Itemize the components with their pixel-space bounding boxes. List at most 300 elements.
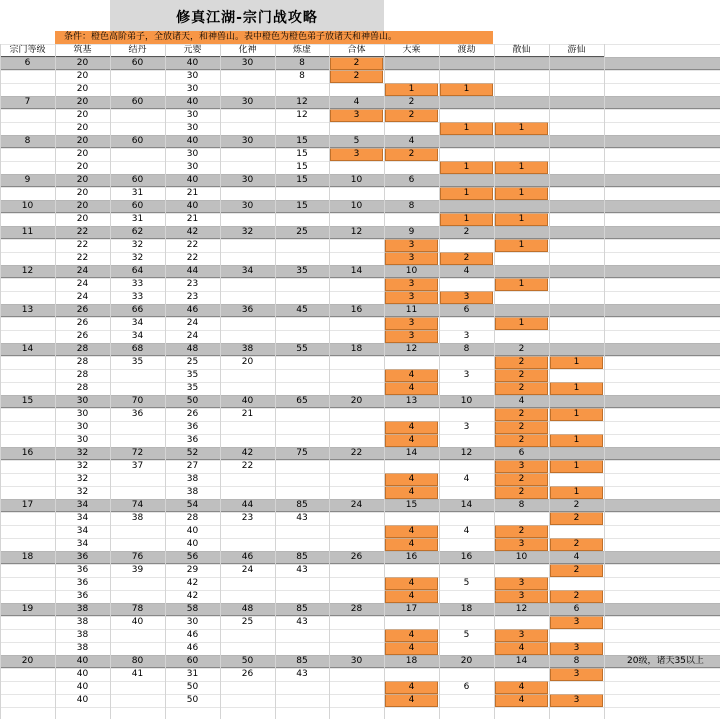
table-cell[interactable] — [494, 96, 549, 109]
table-cell[interactable]: 30 — [186, 110, 199, 120]
highlighted-cell[interactable]: 3 — [495, 577, 548, 590]
table-cell[interactable]: 50 — [241, 656, 254, 666]
table-cell[interactable] — [220, 239, 275, 252]
table-cell[interactable]: 32 — [76, 448, 89, 458]
table-cell[interactable] — [439, 278, 494, 291]
table-cell[interactable]: 20 — [76, 175, 89, 185]
table-cell[interactable] — [384, 564, 439, 577]
table-cell[interactable] — [439, 135, 494, 148]
table-cell[interactable]: 28 — [186, 513, 199, 523]
table-cell[interactable] — [329, 187, 384, 200]
table-cell[interactable] — [0, 356, 55, 369]
table-cell[interactable] — [549, 369, 604, 382]
table-cell[interactable]: 42 — [186, 578, 199, 588]
table-cell[interactable]: 5 — [463, 578, 470, 588]
table-cell[interactable]: 48 — [186, 344, 199, 354]
table-cell[interactable]: 8 — [463, 344, 470, 354]
table-cell[interactable]: 43 — [296, 513, 308, 523]
table-cell[interactable] — [494, 668, 549, 681]
table-cell[interactable]: 40 — [131, 617, 144, 627]
table-cell[interactable]: 40 — [186, 526, 199, 536]
table-cell[interactable]: 38 — [76, 617, 89, 627]
table-cell[interactable]: 11 — [21, 227, 34, 237]
table-cell[interactable] — [439, 317, 494, 330]
table-cell[interactable]: 12 — [350, 227, 363, 237]
highlighted-cell[interactable]: 4 — [385, 486, 438, 499]
table-cell[interactable]: 8 — [24, 136, 31, 146]
table-cell[interactable] — [329, 590, 384, 603]
table-cell[interactable]: 40 — [241, 396, 254, 406]
table-cell[interactable] — [439, 590, 494, 603]
table-cell[interactable] — [494, 512, 549, 525]
table-cell[interactable] — [549, 70, 604, 83]
table-cell[interactable]: 21 — [241, 409, 254, 419]
table-cell[interactable] — [549, 447, 604, 460]
table-cell[interactable]: 35 — [186, 383, 199, 393]
table-cell[interactable] — [439, 57, 494, 70]
table-cell[interactable] — [110, 473, 165, 486]
table-cell[interactable]: 17 — [21, 500, 34, 510]
table-cell[interactable]: 76 — [131, 552, 144, 562]
table-cell[interactable]: 36 — [76, 565, 89, 575]
table-cell[interactable] — [384, 213, 439, 226]
table-cell[interactable]: 11 — [405, 305, 418, 315]
table-cell[interactable]: 20 — [76, 162, 89, 172]
table-cell[interactable] — [220, 642, 275, 655]
table-cell[interactable] — [0, 278, 55, 291]
table-cell[interactable]: 22 — [241, 461, 254, 471]
table-cell[interactable] — [110, 629, 165, 642]
table-cell[interactable]: 85 — [296, 604, 308, 614]
highlighted-cell[interactable]: 2 — [440, 252, 493, 265]
table-cell[interactable]: 4 — [573, 552, 580, 562]
table-cell[interactable] — [220, 122, 275, 135]
table-cell[interactable]: 14 — [515, 656, 528, 666]
table-cell[interactable]: 20 — [76, 188, 89, 198]
table-cell[interactable]: 20 — [350, 396, 363, 406]
table-cell[interactable] — [549, 83, 604, 96]
table-cell[interactable] — [0, 408, 55, 421]
side-note[interactable]: 20级，诸天35以上 — [627, 656, 704, 666]
highlighted-cell[interactable]: 4 — [385, 642, 438, 655]
table-cell[interactable] — [0, 330, 55, 343]
highlighted-cell[interactable]: 1 — [550, 408, 603, 421]
table-cell[interactable]: 23 — [186, 279, 199, 289]
table-cell[interactable] — [110, 83, 165, 96]
table-cell[interactable] — [494, 330, 549, 343]
table-cell[interactable]: 58 — [186, 604, 199, 614]
table-cell[interactable]: 12 — [515, 604, 528, 614]
table-cell[interactable] — [0, 681, 55, 694]
table-cell[interactable]: 20 — [76, 136, 89, 146]
table-cell[interactable]: 12 — [460, 448, 473, 458]
highlighted-cell[interactable]: 3 — [495, 629, 548, 642]
highlighted-cell[interactable]: 3 — [550, 642, 603, 655]
table-cell[interactable] — [494, 265, 549, 278]
table-cell[interactable]: 54 — [186, 500, 199, 510]
highlighted-cell[interactable]: 3 — [440, 291, 493, 304]
table-cell[interactable]: 35 — [186, 370, 199, 380]
highlighted-cell[interactable]: 1 — [495, 187, 548, 200]
table-cell[interactable]: 22 — [186, 240, 199, 250]
table-cell[interactable]: 15 — [296, 175, 308, 185]
table-cell[interactable] — [329, 122, 384, 135]
table-cell[interactable]: 20 — [76, 71, 89, 81]
table-cell[interactable] — [110, 148, 165, 161]
table-cell[interactable]: 56 — [186, 552, 199, 562]
highlighted-cell[interactable]: 1 — [440, 187, 493, 200]
table-cell[interactable]: 30 — [241, 58, 254, 68]
table-cell[interactable] — [439, 109, 494, 122]
highlighted-cell[interactable]: 4 — [385, 525, 438, 538]
table-cell[interactable]: 19 — [21, 604, 34, 614]
table-cell[interactable]: 16 — [460, 552, 473, 562]
highlighted-cell[interactable]: 4 — [385, 538, 438, 551]
table-cell[interactable] — [275, 369, 329, 382]
table-cell[interactable] — [329, 460, 384, 473]
highlighted-cell[interactable]: 1 — [440, 122, 493, 135]
table-cell[interactable] — [439, 486, 494, 499]
table-cell[interactable] — [275, 408, 329, 421]
table-cell[interactable] — [220, 278, 275, 291]
table-cell[interactable] — [0, 291, 55, 304]
table-cell[interactable] — [275, 382, 329, 395]
table-cell[interactable] — [494, 57, 549, 70]
table-cell[interactable] — [220, 486, 275, 499]
highlighted-cell[interactable]: 2 — [495, 408, 548, 421]
table-cell[interactable]: 36 — [76, 552, 89, 562]
table-cell[interactable]: 40 — [186, 175, 199, 185]
table-cell[interactable] — [275, 642, 329, 655]
table-cell[interactable] — [549, 330, 604, 343]
table-cell[interactable] — [275, 213, 329, 226]
highlighted-cell[interactable]: 1 — [385, 83, 438, 96]
table-cell[interactable]: 43 — [296, 617, 308, 627]
table-cell[interactable] — [110, 694, 165, 707]
table-cell[interactable]: 46 — [186, 643, 199, 653]
table-cell[interactable] — [329, 681, 384, 694]
highlighted-cell[interactable]: 2 — [385, 109, 438, 122]
table-cell[interactable]: 60 — [186, 656, 199, 666]
table-cell[interactable]: 26 — [76, 331, 89, 341]
table-cell[interactable] — [329, 278, 384, 291]
table-cell[interactable] — [384, 408, 439, 421]
table-cell[interactable]: 34 — [131, 331, 144, 341]
table-cell[interactable]: 26 — [186, 409, 199, 419]
highlighted-cell[interactable]: 1 — [550, 460, 603, 473]
highlighted-cell[interactable]: 3 — [385, 330, 438, 343]
table-cell[interactable]: 78 — [131, 604, 144, 614]
table-cell[interactable] — [549, 278, 604, 291]
table-cell[interactable]: 30 — [76, 409, 89, 419]
table-cell[interactable] — [329, 577, 384, 590]
table-cell[interactable]: 8 — [299, 58, 305, 68]
table-cell[interactable]: 2 — [573, 500, 580, 510]
table-cell[interactable] — [110, 421, 165, 434]
table-cell[interactable]: 32 — [131, 240, 144, 250]
table-cell[interactable] — [220, 694, 275, 707]
table-cell[interactable] — [275, 317, 329, 330]
table-cell[interactable] — [494, 70, 549, 83]
table-cell[interactable] — [384, 616, 439, 629]
table-cell[interactable]: 30 — [186, 149, 199, 159]
table-cell[interactable]: 25 — [241, 617, 254, 627]
column-header[interactable]: 宗门等级 — [0, 44, 55, 57]
table-cell[interactable]: 8 — [299, 71, 305, 81]
column-header[interactable]: 元婴 — [165, 44, 220, 57]
table-cell[interactable] — [0, 213, 55, 226]
table-cell[interactable] — [494, 148, 549, 161]
table-cell[interactable]: 24 — [76, 292, 89, 302]
table-cell[interactable]: 38 — [131, 513, 144, 523]
highlighted-cell[interactable]: 2 — [495, 525, 548, 538]
table-cell[interactable]: 20 — [76, 97, 89, 107]
table-cell[interactable]: 30 — [76, 422, 89, 432]
table-cell[interactable]: 27 — [186, 461, 199, 471]
table-cell[interactable] — [494, 200, 549, 213]
table-cell[interactable] — [384, 187, 439, 200]
table-cell[interactable]: 37 — [131, 461, 144, 471]
table-cell[interactable] — [494, 83, 549, 96]
table-cell[interactable]: 30 — [76, 396, 89, 406]
table-cell[interactable] — [0, 512, 55, 525]
table-cell[interactable]: 5 — [353, 136, 360, 146]
table-cell[interactable]: 18 — [350, 344, 363, 354]
table-cell[interactable]: 60 — [131, 97, 144, 107]
table-cell[interactable] — [384, 57, 439, 70]
table-cell[interactable] — [329, 512, 384, 525]
table-cell[interactable] — [0, 486, 55, 499]
table-cell[interactable]: 42 — [186, 591, 199, 601]
table-cell[interactable]: 9 — [24, 175, 31, 185]
table-cell[interactable] — [494, 174, 549, 187]
highlighted-cell[interactable]: 1 — [440, 213, 493, 226]
table-cell[interactable] — [110, 434, 165, 447]
table-cell[interactable]: 4 — [408, 136, 415, 146]
table-cell[interactable] — [275, 330, 329, 343]
table-cell[interactable]: 30 — [241, 97, 254, 107]
table-cell[interactable]: 4 — [463, 474, 470, 484]
table-cell[interactable] — [329, 694, 384, 707]
table-cell[interactable]: 31 — [131, 188, 144, 198]
highlighted-cell[interactable]: 4 — [495, 642, 548, 655]
table-cell[interactable] — [329, 330, 384, 343]
table-cell[interactable] — [110, 122, 165, 135]
table-cell[interactable]: 34 — [76, 539, 89, 549]
table-cell[interactable] — [439, 174, 494, 187]
table-cell[interactable] — [494, 109, 549, 122]
table-cell[interactable]: 6 — [463, 305, 470, 315]
table-cell[interactable]: 34 — [76, 513, 89, 523]
table-cell[interactable] — [220, 473, 275, 486]
table-cell[interactable]: 38 — [76, 630, 89, 640]
table-cell[interactable]: 15 — [296, 136, 308, 146]
highlighted-cell[interactable]: 4 — [385, 369, 438, 382]
table-cell[interactable] — [275, 577, 329, 590]
table-cell[interactable]: 31 — [186, 669, 199, 679]
table-cell[interactable] — [329, 369, 384, 382]
table-cell[interactable] — [384, 668, 439, 681]
table-cell[interactable]: 40 — [186, 201, 199, 211]
table-cell[interactable]: 30 — [350, 656, 363, 666]
table-cell[interactable]: 15 — [296, 149, 308, 159]
highlighted-cell[interactable]: 1 — [495, 278, 548, 291]
table-cell[interactable]: 10 — [350, 201, 363, 211]
table-cell[interactable] — [0, 421, 55, 434]
table-cell[interactable]: 41 — [131, 669, 144, 679]
table-cell[interactable] — [275, 291, 329, 304]
table-cell[interactable] — [439, 434, 494, 447]
table-cell[interactable]: 31 — [131, 214, 144, 224]
table-cell[interactable] — [439, 642, 494, 655]
table-cell[interactable]: 15 — [296, 201, 308, 211]
table-cell[interactable]: 14 — [405, 448, 418, 458]
table-cell[interactable] — [549, 525, 604, 538]
table-cell[interactable] — [220, 577, 275, 590]
table-cell[interactable] — [439, 356, 494, 369]
table-cell[interactable]: 22 — [76, 253, 89, 263]
table-cell[interactable] — [220, 187, 275, 200]
table-cell[interactable] — [329, 356, 384, 369]
table-cell[interactable]: 22 — [186, 253, 199, 263]
table-cell[interactable]: 50 — [186, 396, 199, 406]
table-cell[interactable]: 38 — [76, 643, 89, 653]
table-cell[interactable]: 32 — [241, 227, 254, 237]
table-cell[interactable] — [220, 538, 275, 551]
table-cell[interactable] — [549, 122, 604, 135]
table-cell[interactable] — [0, 668, 55, 681]
table-cell[interactable]: 60 — [131, 201, 144, 211]
table-cell[interactable] — [110, 382, 165, 395]
table-cell[interactable]: 28 — [76, 370, 89, 380]
table-cell[interactable]: 20 — [21, 656, 34, 666]
table-cell[interactable]: 4 — [353, 97, 360, 107]
table-cell[interactable] — [439, 512, 494, 525]
table-cell[interactable]: 6 — [408, 175, 415, 185]
table-cell[interactable] — [549, 226, 604, 239]
highlighted-cell[interactable]: 1 — [495, 239, 548, 252]
table-cell[interactable] — [384, 70, 439, 83]
table-cell[interactable]: 24 — [241, 565, 254, 575]
table-cell[interactable] — [494, 135, 549, 148]
table-cell[interactable]: 22 — [350, 448, 363, 458]
table-cell[interactable] — [0, 122, 55, 135]
table-cell[interactable]: 52 — [186, 448, 199, 458]
table-cell[interactable]: 40 — [186, 136, 199, 146]
table-cell[interactable]: 24 — [186, 331, 199, 341]
table-cell[interactable] — [439, 200, 494, 213]
table-cell[interactable]: 12 — [296, 110, 308, 120]
table-cell[interactable] — [275, 486, 329, 499]
highlighted-cell[interactable]: 2 — [495, 421, 548, 434]
table-cell[interactable] — [494, 226, 549, 239]
highlighted-cell[interactable]: 4 — [385, 577, 438, 590]
table-cell[interactable] — [549, 395, 604, 408]
table-cell[interactable]: 24 — [186, 318, 199, 328]
table-cell[interactable]: 9 — [408, 227, 415, 237]
table-cell[interactable]: 28 — [76, 344, 89, 354]
highlighted-cell[interactable]: 2 — [495, 473, 548, 486]
table-cell[interactable] — [549, 96, 604, 109]
table-cell[interactable]: 24 — [76, 279, 89, 289]
table-cell[interactable]: 38 — [186, 474, 199, 484]
table-cell[interactable] — [110, 109, 165, 122]
table-cell[interactable]: 30 — [186, 84, 199, 94]
table-cell[interactable] — [275, 694, 329, 707]
table-cell[interactable] — [0, 538, 55, 551]
table-cell[interactable]: 26 — [350, 552, 363, 562]
table-cell[interactable] — [110, 538, 165, 551]
table-cell[interactable] — [494, 564, 549, 577]
table-cell[interactable] — [0, 525, 55, 538]
table-cell[interactable] — [220, 590, 275, 603]
highlighted-cell[interactable]: 2 — [330, 57, 383, 70]
table-cell[interactable] — [439, 564, 494, 577]
highlighted-cell[interactable]: 4 — [385, 694, 438, 707]
table-cell[interactable]: 44 — [186, 266, 199, 276]
table-cell[interactable]: 74 — [131, 500, 144, 510]
highlighted-cell[interactable]: 1 — [550, 434, 603, 447]
table-cell[interactable]: 16 — [405, 552, 418, 562]
table-cell[interactable] — [220, 148, 275, 161]
highlighted-cell[interactable]: 1 — [495, 317, 548, 330]
table-cell[interactable]: 30 — [186, 123, 199, 133]
table-cell[interactable]: 34 — [241, 266, 254, 276]
highlighted-cell[interactable]: 4 — [385, 382, 438, 395]
table-cell[interactable] — [275, 629, 329, 642]
table-cell[interactable] — [549, 681, 604, 694]
table-cell[interactable]: 64 — [131, 266, 144, 276]
table-cell[interactable]: 72 — [131, 448, 144, 458]
table-cell[interactable] — [549, 304, 604, 317]
table-cell[interactable]: 33 — [131, 279, 144, 289]
highlighted-cell[interactable]: 4 — [385, 629, 438, 642]
table-cell[interactable]: 36 — [131, 409, 144, 419]
table-cell[interactable]: 34 — [76, 500, 89, 510]
table-cell[interactable] — [549, 291, 604, 304]
table-cell[interactable]: 25 — [186, 357, 199, 367]
table-cell[interactable] — [384, 512, 439, 525]
table-cell[interactable]: 22 — [76, 227, 89, 237]
table-cell[interactable]: 22 — [76, 240, 89, 250]
highlighted-cell[interactable]: 2 — [385, 148, 438, 161]
table-cell[interactable] — [549, 239, 604, 252]
table-cell[interactable] — [384, 460, 439, 473]
table-cell[interactable]: 10 — [515, 552, 528, 562]
table-cell[interactable] — [384, 356, 439, 369]
table-cell[interactable]: 36 — [186, 422, 199, 432]
table-cell[interactable]: 3 — [463, 370, 470, 380]
table-cell[interactable] — [494, 252, 549, 265]
table-cell[interactable] — [275, 356, 329, 369]
table-cell[interactable] — [110, 369, 165, 382]
table-cell[interactable]: 30 — [76, 435, 89, 445]
table-cell[interactable]: 30 — [186, 162, 199, 172]
highlighted-cell[interactable]: 1 — [495, 161, 548, 174]
table-cell[interactable] — [549, 57, 604, 70]
table-cell[interactable]: 12 — [296, 97, 308, 107]
highlighted-cell[interactable]: 2 — [495, 486, 548, 499]
table-cell[interactable]: 21 — [186, 188, 199, 198]
table-cell[interactable]: 26 — [76, 318, 89, 328]
table-cell[interactable]: 40 — [186, 539, 199, 549]
table-cell[interactable] — [329, 252, 384, 265]
highlighted-cell[interactable]: 4 — [385, 421, 438, 434]
table-cell[interactable]: 15 — [296, 162, 308, 172]
table-cell[interactable] — [329, 473, 384, 486]
table-cell[interactable] — [220, 434, 275, 447]
table-cell[interactable] — [220, 252, 275, 265]
